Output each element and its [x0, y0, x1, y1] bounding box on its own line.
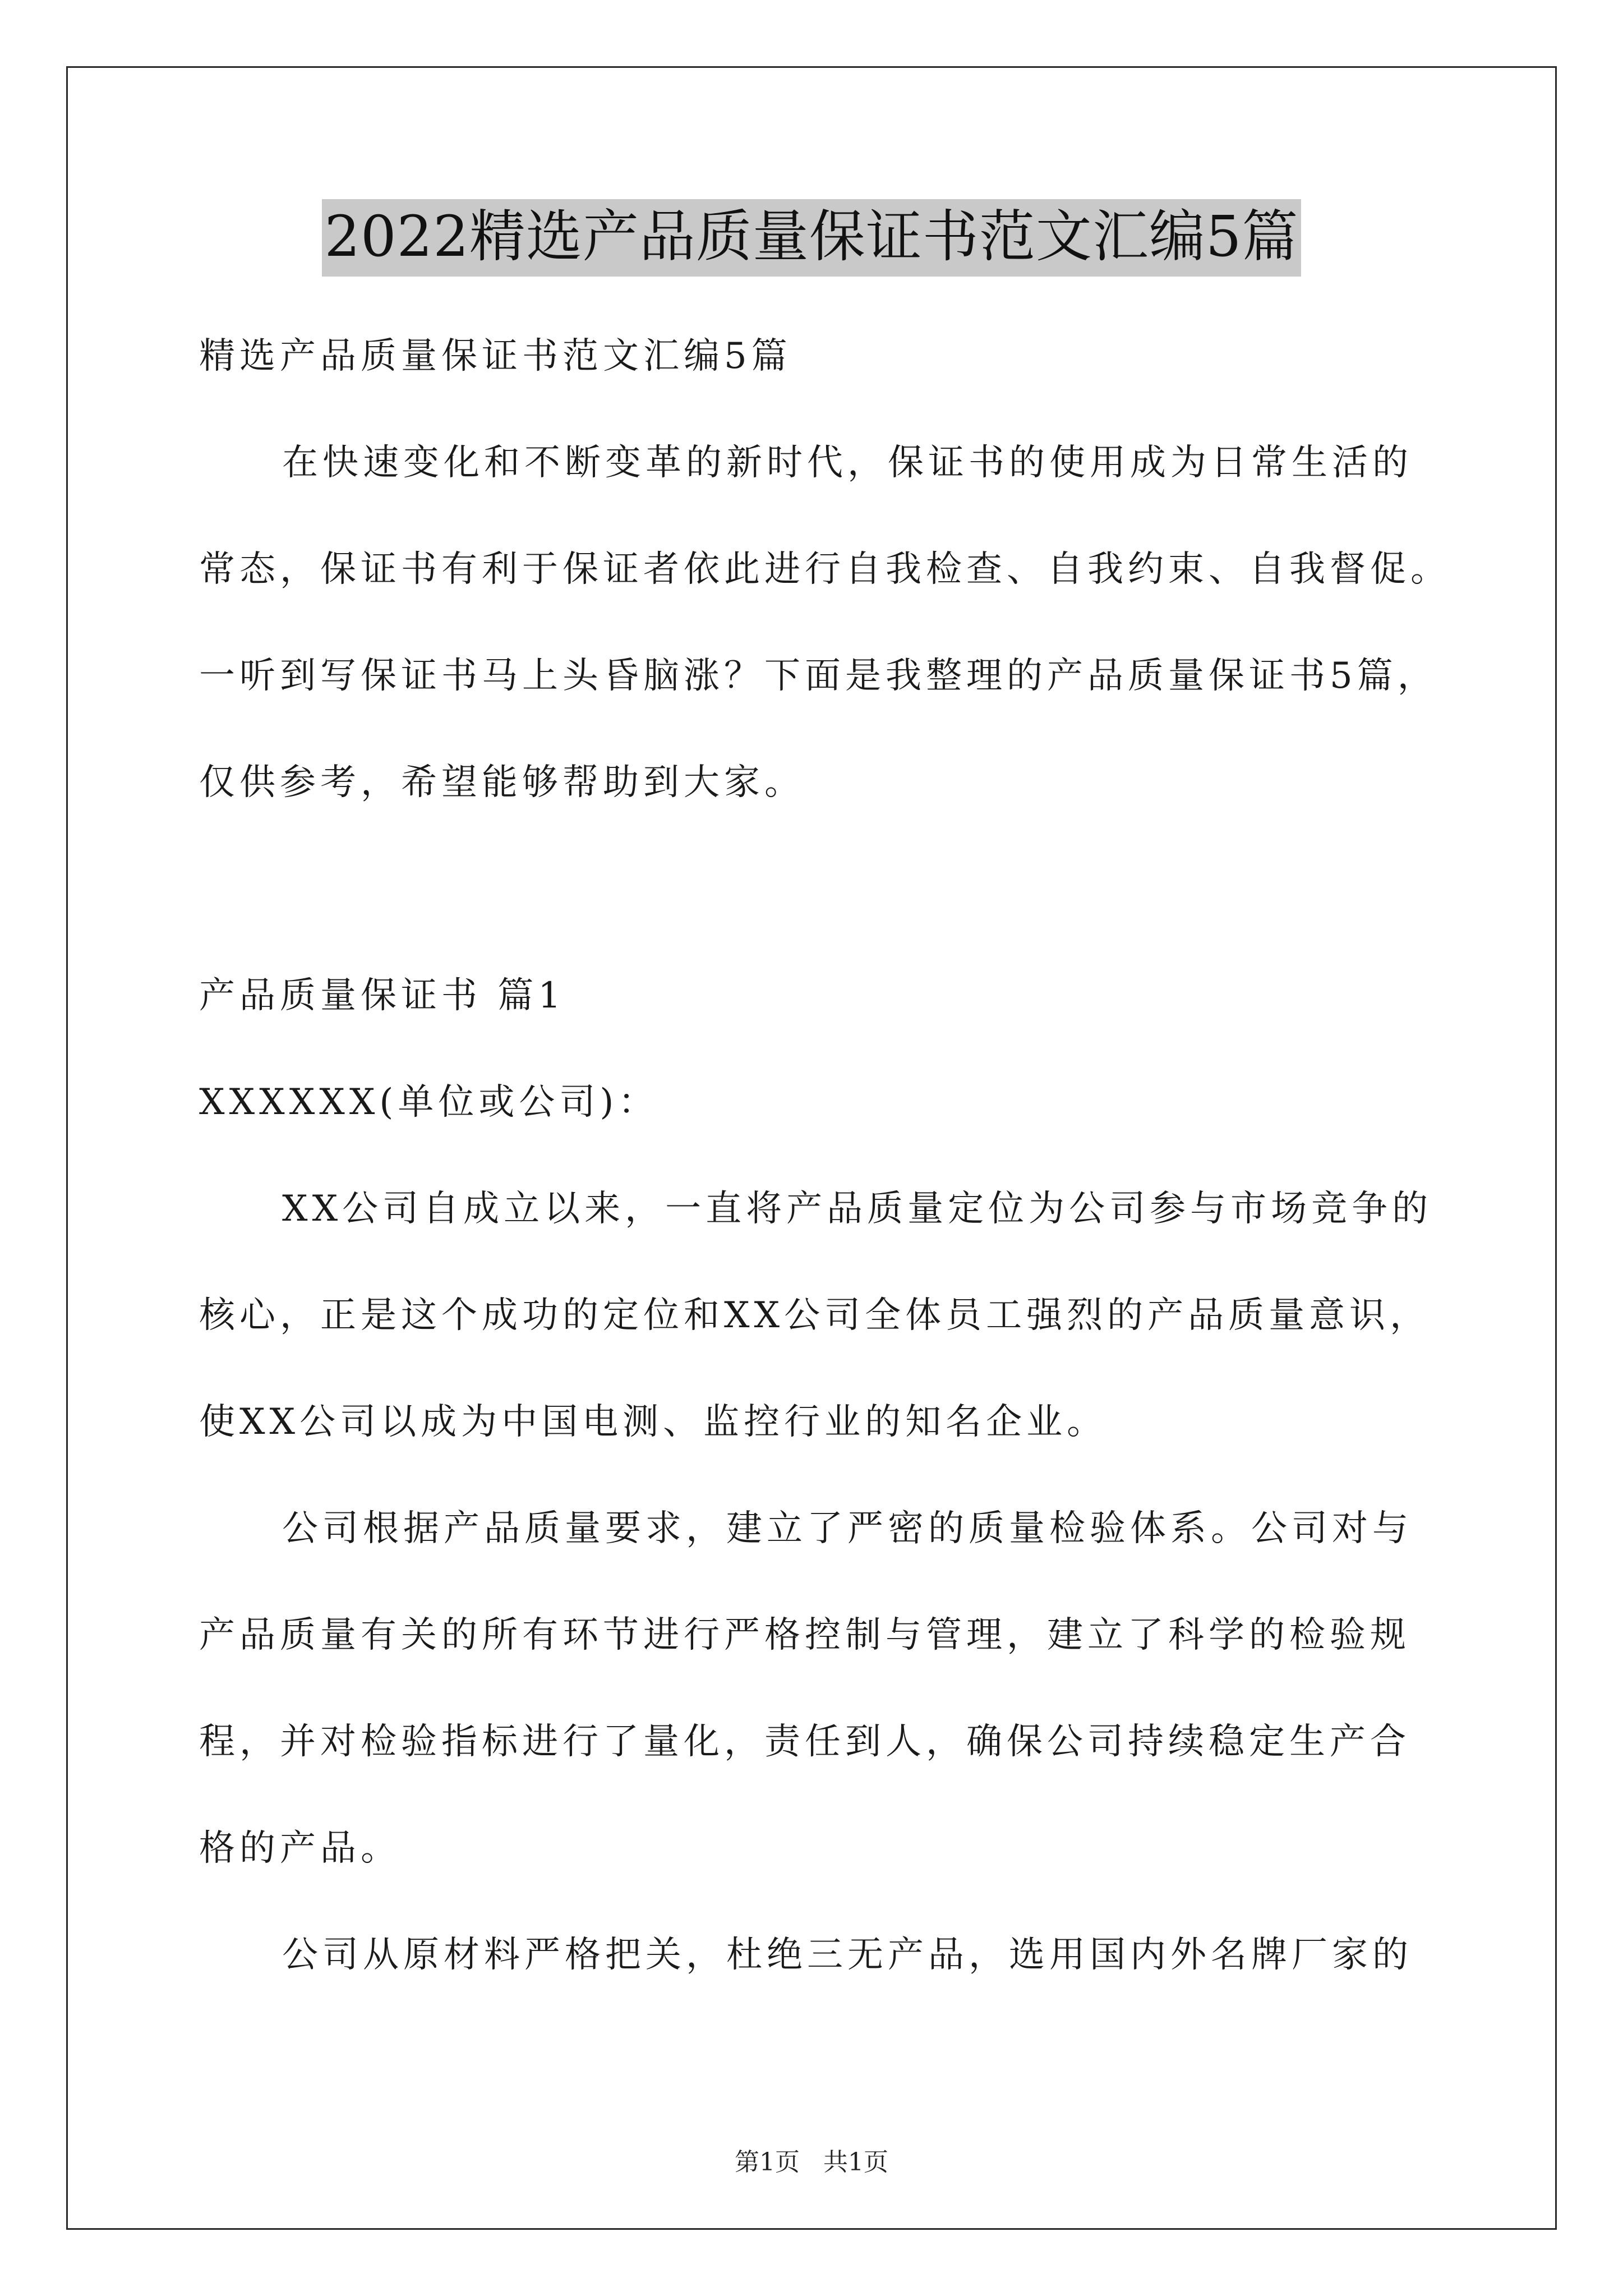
document-title: 2022精选产品质量保证书范文汇编5篇 — [322, 199, 1301, 277]
section-heading: 产品质量保证书 篇1 — [199, 975, 566, 1016]
intro-line: 一听到写保证书马上头昏脑涨？下面是我整理的产品质量保证书5篇， — [199, 655, 1438, 697]
page-footer — [0, 2146, 1623, 2179]
paragraph-line: 公司根据产品质量要求，建立了严密的质量检验体系。公司对与 — [282, 1508, 1413, 1549]
page-total: 共1页 — [823, 2148, 888, 2177]
paragraph-line: 格的产品。 — [199, 1828, 401, 1869]
paragraph-line: 核心，正是这个成功的定位和XX公司全体员工强烈的产品质量意识， — [199, 1295, 1431, 1336]
title-container — [0, 199, 1623, 277]
paragraph-line: 产品质量有关的所有环节进行严格控制与管理，建立了科学的检验规 — [199, 1614, 1410, 1656]
intro-line: 仅供参考，希望能够帮助到大家。 — [199, 762, 805, 803]
intro-line: 在快速变化和不断变革的新时代，保证书的使用成为日常生活的 — [282, 442, 1413, 484]
document-body — [199, 303, 1451, 2008]
paragraph-line: XX公司自成立以来，一直将产品质量定位为公司参与市场竞争的 — [282, 1188, 1433, 1230]
paragraph-line: 程，并对检验指标进行了量化，责任到人，确保公司持续稳定生产合 — [199, 1721, 1410, 1763]
page-number: 第1页 — [735, 2148, 800, 2177]
paragraph-line: 公司从原材料严格把关，杜绝三无产品，选用国内外名牌厂家的 — [282, 1934, 1413, 1976]
paragraph-line: 使XX公司以成为中国电测、监控行业的知名企业。 — [199, 1401, 1108, 1443]
paragraph-gap — [199, 836, 1433, 942]
salutation: XXXXXX(单位或公司)： — [199, 1082, 659, 1123]
document-subtitle: 精选产品质量保证书范文汇编5篇 — [199, 335, 792, 377]
intro-line: 常态，保证书有利于保证者依此进行自我检查、自我约束、自我督促。 — [199, 549, 1451, 590]
